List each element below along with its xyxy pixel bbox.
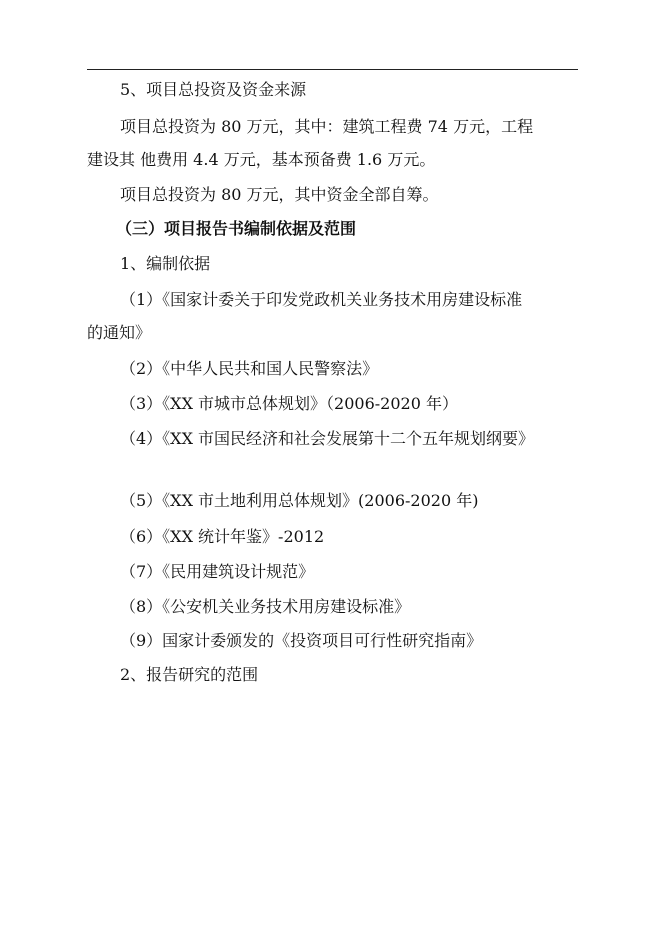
section-heading-investment: 5、项目总投资及资金来源 [120,80,307,99]
list-item: （8）《公安机关业务技术用房建设标准》 [120,597,411,616]
list-item-continuation: 的通知》 [87,323,152,342]
list-item: （4）《XX 市国民经济和社会发展第十二个五年规划纲要》 [120,429,535,448]
list-item: （3）《XX 市城市总体规划》（2006-2020 年） [120,394,458,413]
header-rule [87,69,578,70]
list-item: （5）《XX 市土地利用总体规划》(2006-2020 年) [120,491,479,510]
list-item: （2）《中华人民共和国人民警察法》 [120,359,379,378]
subheading-basis: 1、编制依据 [120,254,211,273]
paragraph-line: 项目总投资为 80 万元，其中：建筑工程费 74 万元，工程 [120,117,534,136]
list-item: （7）《民用建筑设计规范》 [120,562,315,581]
section-heading-report-basis: （三）项目报告书编制依据及范围 [116,219,357,238]
list-item: （1）《国家计委关于印发党政机关业务技术用房建设标准 [120,290,523,309]
list-item: （6）《XX 统计年鉴》-2012 [120,527,325,546]
paragraph-line: 项目总投资为 80 万元，其中资金全部自筹。 [120,185,439,204]
paragraph-line: 建设其 他费用 4.4 万元，基本预备费 1.6 万元。 [87,150,436,169]
subheading-scope: 2、报告研究的范围 [120,665,259,684]
list-item: （9）国家计委颁发的《投资项目可行性研究指南》 [120,631,483,650]
